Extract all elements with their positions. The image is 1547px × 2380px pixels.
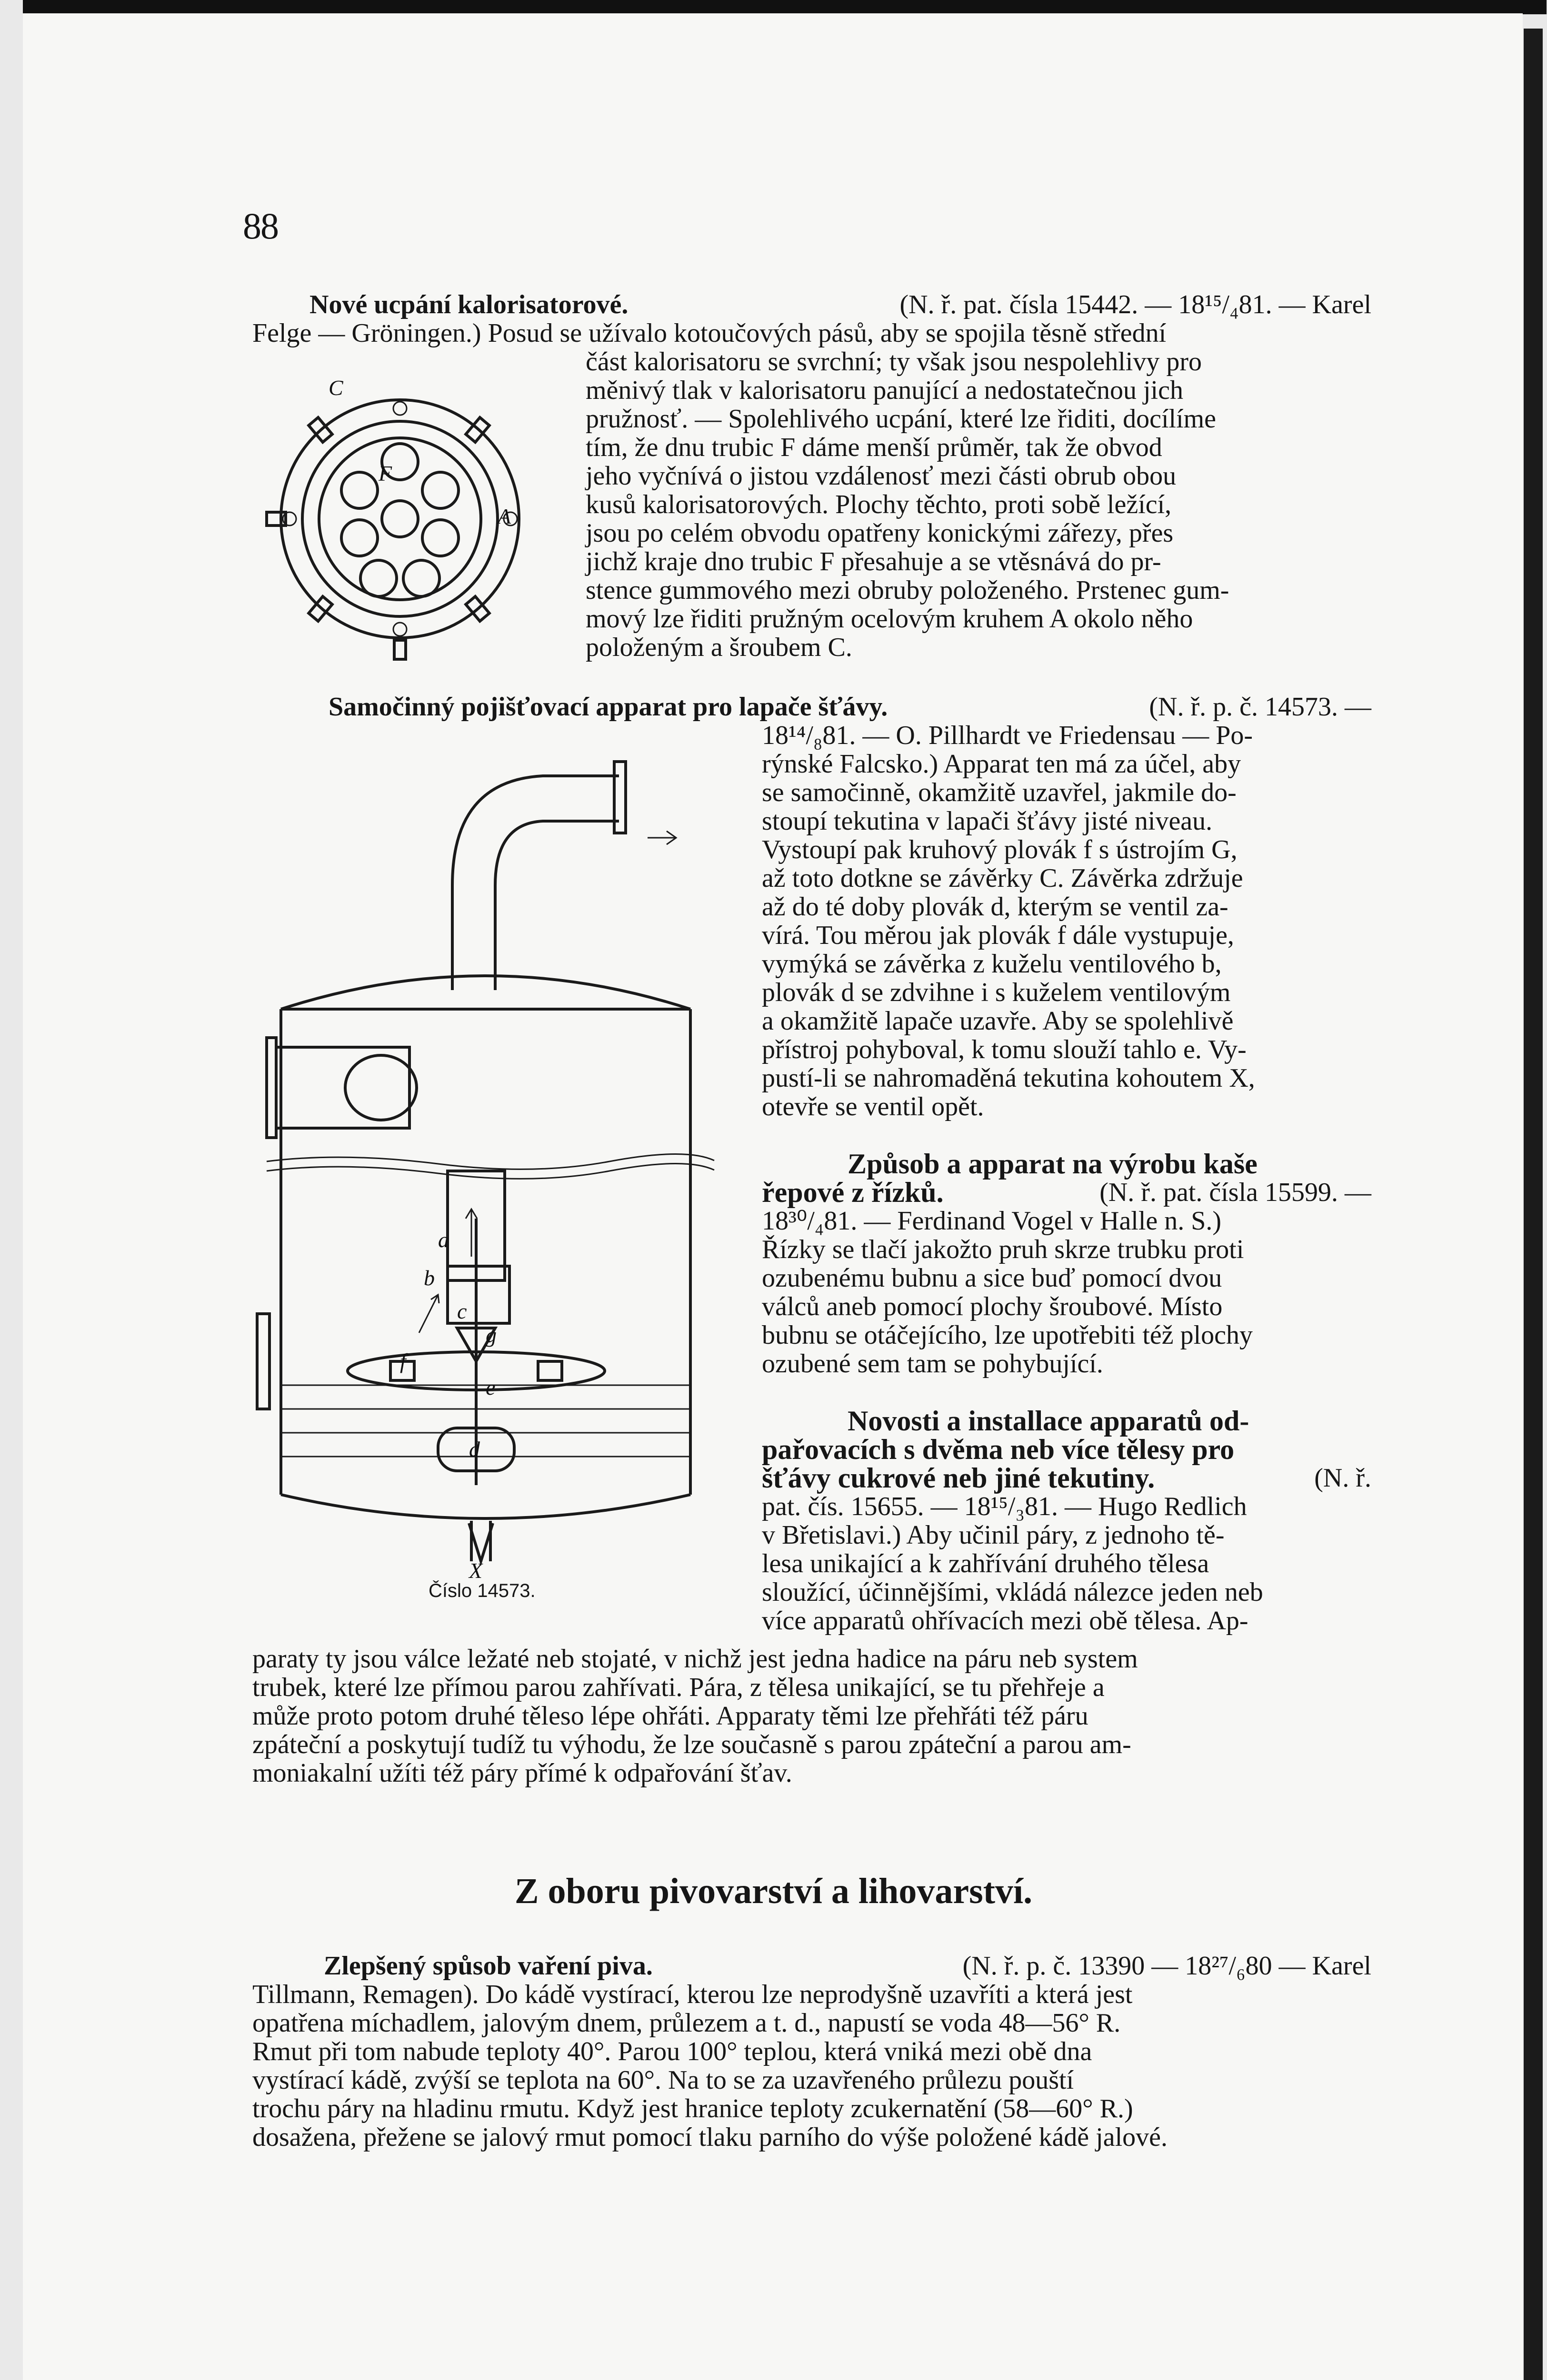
level-gauge <box>257 1314 269 1409</box>
scan-border-right <box>1524 29 1543 2380</box>
article-4-title-line-2: šťávy cukrové neb jiné tekutiny. <box>762 1462 1155 1494</box>
article-4-narrow-line-2: v Břetislavi.) Aby učinil páry, z jednoho tě- <box>762 1520 1225 1550</box>
article-3-title-line-1: řepové z řízků. <box>762 1177 944 1208</box>
article-2-line-10: plovák d se zdvihne i s kuželem ventilovým <box>762 978 1231 1007</box>
article-5-heading <box>252 1952 1371 1980</box>
vessel-dome <box>281 976 690 1009</box>
article-5-line-1: Tillmann, Remagen). Do kádě vystírací, kterou lze neprodyšně uzavříti a která jest <box>252 1980 1133 2009</box>
article-2-line-14: otevře se ventil opět. <box>762 1092 984 1121</box>
article-3-line-4: válců aneb pomocí plochy šroubové. Místo <box>762 1292 1223 1321</box>
article-4-narrow-line-1: pat. čís. 15655. — 18¹⁵/₃81. — Hugo Redlich <box>762 1492 1247 1521</box>
article-1 <box>252 290 1371 347</box>
article-2-line-13: pustí-li se nahromaděná tekutina kohoutem X, <box>762 1063 1255 1093</box>
tube-8 <box>403 560 439 596</box>
side-nozzle <box>276 1047 409 1128</box>
article-4-heading-2 <box>762 1435 1371 1464</box>
article-1-line-6: jeho vyčnívá o jistou vzdálenosť mezi části obrub obou <box>586 461 1177 491</box>
article-5-line-2: opatřena míchadlem, jalovým dnem, průlezem a t. d., napustí se voda 48—56° R. <box>252 2008 1121 2038</box>
figure-label-d: d <box>469 1437 480 1461</box>
tube-2 <box>341 472 378 508</box>
vessel-bottom <box>281 1495 690 1518</box>
article-1-line-12: položeným a šroubem C. <box>586 633 852 662</box>
bolt-hole-bottom <box>393 623 407 636</box>
article-3-line-0: (N. ř. pat. čísla 15599. — <box>1099 1178 1371 1207</box>
article-2-line-0: (N. ř. p. č. 14573. — <box>1149 692 1371 722</box>
article-2-line-1: 18¹⁴/₈81. — O. Pillhardt ve Friedensau — Po- <box>762 721 1253 750</box>
article-3-heading-2 <box>762 1178 1371 1207</box>
article-4-narrow-line-5: více apparatů ohřívacích mezi obě tělesa. Ap- <box>762 1606 1248 1636</box>
article-5-line-0: (N. ř. p. č. 13390 — 18²⁷/₆80 — Karel <box>962 1951 1371 1981</box>
tube-plate <box>319 438 481 600</box>
article-1-heading <box>252 290 1371 319</box>
article-4-heading <box>762 1407 1371 1435</box>
article-1-line-10: stence gummového mezi obruby položeného. Prstenec gum- <box>586 575 1229 605</box>
article-1-line-1: Felge — Gröningen.) Posud se užívalo kotoučových pásů, aby se spojila těsně střední <box>252 318 1167 348</box>
article-1-line-5: tím, že dnu trubic F dáme menší průměr, tak že obvod <box>586 433 1162 462</box>
figure-label-b-left: b <box>424 1266 435 1290</box>
screw-bottom <box>394 640 406 659</box>
figure-label-f: f <box>400 1349 406 1373</box>
article-3-line-2: Řízky se tlačí jakožto pruh skrze trubku proti <box>762 1235 1244 1264</box>
article-2-title: Samočinný pojišťovací apparat pro lapače šťávy. <box>329 692 888 722</box>
article-5-line-6: dosažena, přežene se jalový rmut pomocí tlaku parního do výše položené kádě jalové. <box>252 2122 1168 2152</box>
article-1-title: Nové ucpání kalorisatorové. <box>309 290 629 319</box>
figure-juice-catcher <box>248 743 733 1580</box>
article-5-line-5: trochu páry na hladinu rmutu. Když jest hranice teploty zcukernatění (58—60° R.) <box>252 2094 1133 2123</box>
article-1-line-4: pružnosť. — Spolehlivého ucpání, které lze řiditi, docílíme <box>586 404 1217 434</box>
article-2-line-9: vymýká se závěrka z kuželu ventilového b, <box>762 949 1222 979</box>
article-3-line-6: ozubené sem tam se pohybující. <box>762 1349 1103 1378</box>
article-1-line-11: mový lze řiditi pružným ocelovým kruhem A okolo něho <box>586 604 1193 634</box>
article-2-line-5: Vystoupí pak kruhový plovák f s ústrojím G, <box>762 835 1238 864</box>
article-5 <box>252 1952 1371 2152</box>
article-4-title-line-0: Novosti a installace apparatů od- <box>848 1405 1249 1437</box>
article-3-line-1: 18³⁰/₄81. — Ferdinand Vogel v Halle n. S.) <box>762 1206 1222 1236</box>
article-4-heading-3 <box>762 1464 1371 1492</box>
figure-label-f: F <box>379 461 392 486</box>
scan-border-top <box>23 0 1547 14</box>
page-number: 88 <box>243 205 278 247</box>
article-4-narrow-line-3: lesa unikající a k zahřívání druhého tělesa <box>762 1549 1209 1578</box>
article-1-line-3: měnivý tlak v kalorisatoru panující a nedostatečnou jich <box>586 376 1183 405</box>
figure-calorisator <box>257 367 552 671</box>
figure-label-a: A <box>498 504 511 528</box>
section-title: Z oboru pivovarství a lihovarství. <box>514 1871 1033 1911</box>
figure-label-e: e <box>486 1375 496 1399</box>
figure-label-x: X <box>469 1558 483 1580</box>
article-1-line-2: část kalorisatoru se svrchní; ty však jsou nespolehlivy pro <box>586 347 1202 377</box>
tube-4 <box>341 520 378 556</box>
article-3-heading <box>762 1150 1371 1178</box>
article-2-line-6: až toto dotkne se závěrky C. Závěrka zdržuje <box>762 863 1243 893</box>
article-4-title-line-1: pařovacích s dvěma neb více tělesy pro <box>762 1434 1235 1465</box>
article-5-title: Zlepšený spůsob vaření piva. <box>324 1951 653 1981</box>
article-3-line-5: bubnu se otáčejícího, lze upotřebiti též plochy <box>762 1320 1253 1350</box>
article-5-line-4: vystírací kádě, zvýší se teplota na 60°. Na to se za uzavřeného průlezu pouští <box>252 2065 1074 2095</box>
article-4-wide-line-0: paraty ty jsou válce ležaté neb stojaté, v nichž jest jedna hadice na páru neb system <box>252 1644 1138 1674</box>
article-1-line-8: jsou po celém obvodu opatřeny konickými zářezy, přes <box>586 518 1174 548</box>
figure-label-c: c <box>457 1299 467 1323</box>
figure-label-c: C <box>329 376 343 400</box>
article-4-wide-line-4: moniakalní užíti též páry přímé k odpařování šťav. <box>252 1758 792 1788</box>
article-4-wide-line-3: zpáteční a poskytují tudíž tu výhodu, že lze současně s parou zpáteční a parou am- <box>252 1730 1131 1759</box>
figure-label-g: g <box>486 1323 497 1347</box>
article-1-line-9: jichž kraje dno trubic F přesahuje a se vtěsnává do pr- <box>586 547 1161 576</box>
tube-3 <box>422 472 459 508</box>
flow-arrow-out <box>648 831 676 844</box>
article-4-narrow-line-4: sloužící, účinnějšími, vkládá nálezce jeden neb <box>762 1577 1263 1607</box>
article-2-line-2: rýnské Falcsko.) Apparat ten má za účel, aby <box>762 749 1241 779</box>
article-1-line-7: kusů kalorisatorových. Plochy těchto, proti sobě ležící, <box>586 490 1172 519</box>
article-2-line-7: až do té doby plovák d, kterým se ventil za- <box>762 892 1228 922</box>
inlet-pipe <box>452 776 619 990</box>
article-1-line-0: (N. ř. pat. čísla 15442. — 18¹⁵/₄81. — Karel <box>899 290 1371 319</box>
arrow-diagonal <box>419 1295 439 1333</box>
article-2-line-4: stoupí tekutina v lapači šťávy jisté niveau. <box>762 806 1213 836</box>
article-2-line-11: a okamžitě lapače uzavře. Aby se spolehlivě <box>762 1006 1234 1036</box>
tube-6 <box>422 520 459 556</box>
article-3-line-3: ozubenému bubnu a sice buď pomocí dvou <box>762 1263 1222 1293</box>
article-4-wide-line-1: trubek, které lze přímou parou zahřívati. Pára, z tělesa unikající, se tu přehřeje a <box>252 1673 1105 1702</box>
article-2-line-12: přístroj pohyboval, k tomu slouží tahlo e. Vy- <box>762 1035 1247 1064</box>
article-3-title-line-0: Způsob a apparat na výrobu kaše <box>848 1148 1258 1180</box>
article-2-heading <box>329 693 1371 721</box>
bolt-hole-top <box>393 402 407 415</box>
article-1-body <box>586 347 1371 662</box>
article-2-line-3: se samočinně, okamžitě uzavřel, jakmile do- <box>762 778 1237 807</box>
tube-7 <box>360 560 397 596</box>
article-5-line-3: Rmut při tom nabude teploty 40°. Parou 100° teplou, která vniká mezi obě dna <box>252 2037 1092 2066</box>
figure-label-a: a <box>438 1228 449 1252</box>
nozzle-opening <box>345 1055 417 1120</box>
article-4-narrow-line-0: (N. ř. <box>1314 1463 1371 1493</box>
article-2-body <box>762 721 1371 1635</box>
article-2-line-8: vírá. Tou měrou jak plovák f dále vystupuje, <box>762 921 1234 950</box>
article-4-body-wide <box>252 1645 1371 1787</box>
article-4-wide-line-2: může proto potom druhé těleso lépe ohřáti. Apparaty těmi lze přehřáti též páru <box>252 1701 1088 1731</box>
tube-5 <box>382 501 418 537</box>
inner-flange <box>302 421 498 616</box>
figure-caption: Číslo 14573. <box>429 1580 536 1601</box>
